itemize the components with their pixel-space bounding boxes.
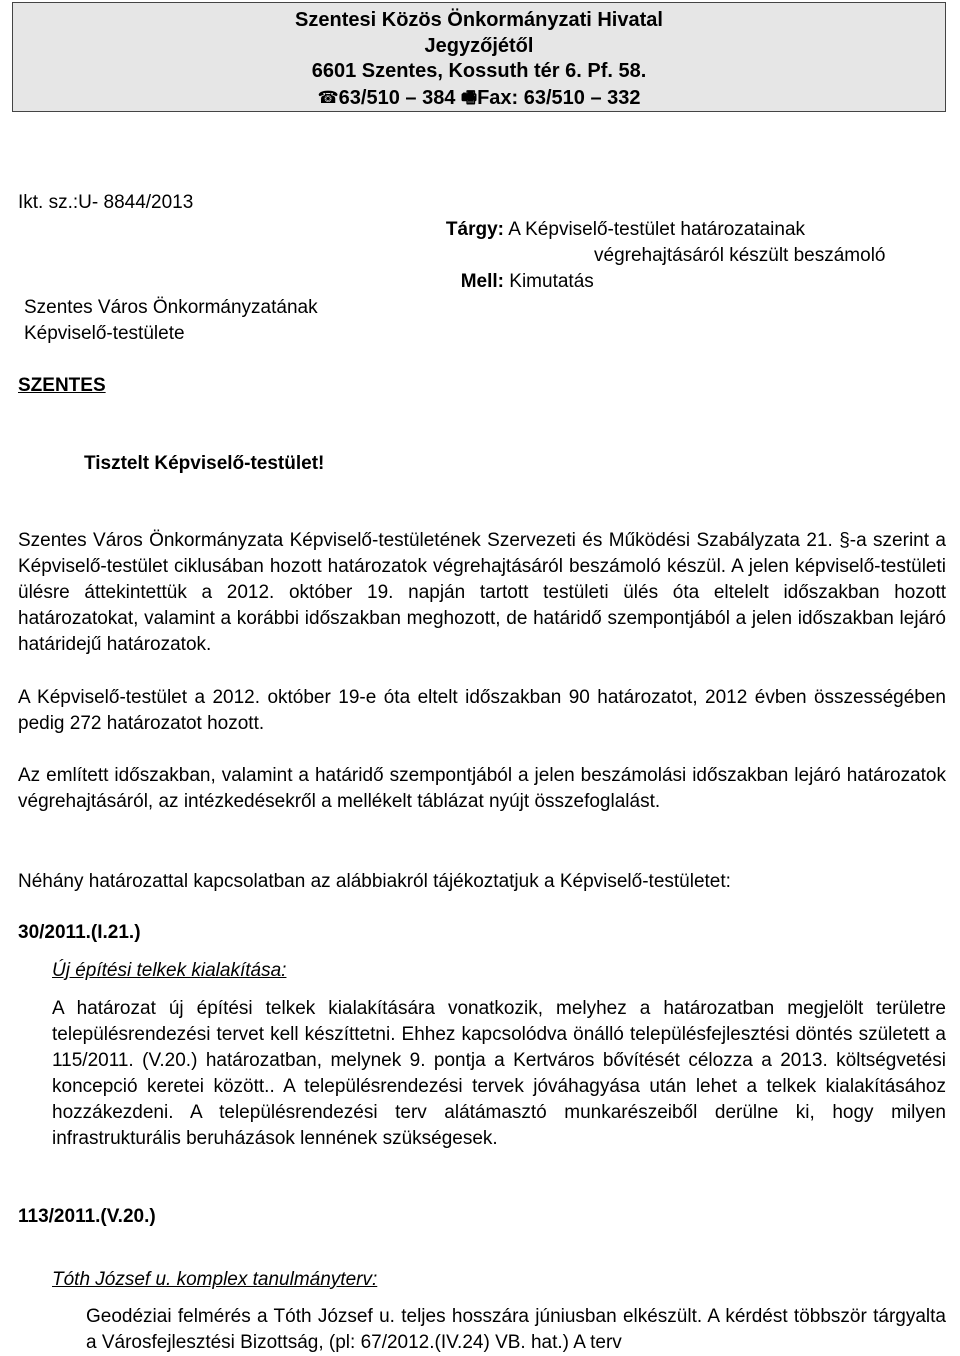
phone-icon: ☎: [317, 87, 339, 107]
subject-line1: A Képviselő-testület határozatainak: [508, 219, 806, 240]
resolution-1-text: A határozat új építési telkek kialakítására vonatkozik, melyhez a határozatban megjelölt területre településrendezési tervet kell készíttetni. Ehhez kapcsolódva önálló településfejlesztési döntés született a 115/2011. (V.20.) határozatban, melynek 9. pontja a Kertváros bővítését célozza a 2013. költségvetési koncepció keretei között.. A településrendezési tervek jóváhagyása után lehet a telkek kialakításához hozzákezdeni. A településrendezési terv alátámasztó munkarészeiből derülne ki, hogy milyen infrastrukturális beruházások lennének szükségesek.: [52, 998, 946, 1149]
city: SZENTES: [18, 375, 106, 396]
recipient: [24, 295, 318, 347]
fax-number: Fax: 63/510 – 332: [477, 86, 641, 109]
recipient-line1: Szentes Város Önkormányzatának: [24, 297, 318, 318]
resolution-2-text: Geodéziai felmérés a Tóth József u. teljes hosszára júniusban elkészült. A kérdést többször tárgyalta a Városfejlesztési Bizottság, (pl: 67/2012.(IV.24) VB. hat.) A terv: [86, 1306, 946, 1353]
phone-number: 63/510 – 384: [338, 86, 456, 109]
paragraph-count: A Képviselő-testület a 2012. október 19-e óta eltelt időszakban 90 határozatot, 2012 évben összességében pedig 272 határozatot hozott.: [18, 687, 946, 734]
resolution-2-title: Tóth József u. komplex tanulmányterv:: [52, 1269, 378, 1290]
office-address: 6601 Szentes, Kossuth tér 6. Pf. 58.: [311, 60, 647, 82]
resolution-1-id: 30/2011.(I.21.): [18, 922, 141, 943]
paragraph-summary: Az említett időszakban, valamint a határidő szempontjából a jelen beszámolási időszakban lejáró határozatok végrehajtásáról, az intézkedésekről a mellékelt táblázat nyújt összefoglalást.: [18, 765, 946, 812]
office-contacts: [13, 85, 945, 112]
subject-label: Tárgy:: [445, 219, 504, 240]
fax-icon: 🖷: [461, 87, 478, 107]
subject-line2: végrehajtásáról készült beszámoló: [594, 245, 886, 266]
resolution-1-title: Új építési telkek kialakítása:: [52, 960, 287, 981]
letterhead: [12, 2, 946, 112]
attachment-label: Mell:: [460, 271, 504, 292]
office-sender: Jegyzőjétől: [424, 34, 534, 57]
registry-number: Ikt. sz.:U- 8844/2013: [18, 192, 194, 213]
resolution-2-id: 113/2011.(V.20.): [18, 1206, 156, 1227]
office-name: Szentesi Közös Önkormányzati Hivatal: [295, 9, 663, 31]
paragraph-info: Néhány határozattal kapcsolatban az alábbiakról tájékoztatjuk a Képviselő-testületet:: [18, 871, 731, 892]
attachment-value: Kimutatás: [509, 271, 594, 292]
recipient-line2: Képviselő-testülete: [24, 323, 185, 344]
subject-block: [438, 217, 886, 295]
paragraph-intro: Szentes Város Önkormányzata Képviselő-testületének Szervezeti és Működési Szabályzata 21. §-a szerint a Képviselő-testület ciklusában hozott határozatok végrehajtásáról beszámoló készül. A jelen képviselő-testületi ülésre áttekintettük a 2012. október 19. napján tartott testületi ülés óta eltelelt időszakban hozott határozatokat, valamint a korábbi időszakban meghozott, de határidő szempontjából a jelen időszakban lejáró határidejű határozatok.: [18, 530, 946, 655]
greeting: Tisztelt Képviselő-testület!: [84, 453, 325, 474]
